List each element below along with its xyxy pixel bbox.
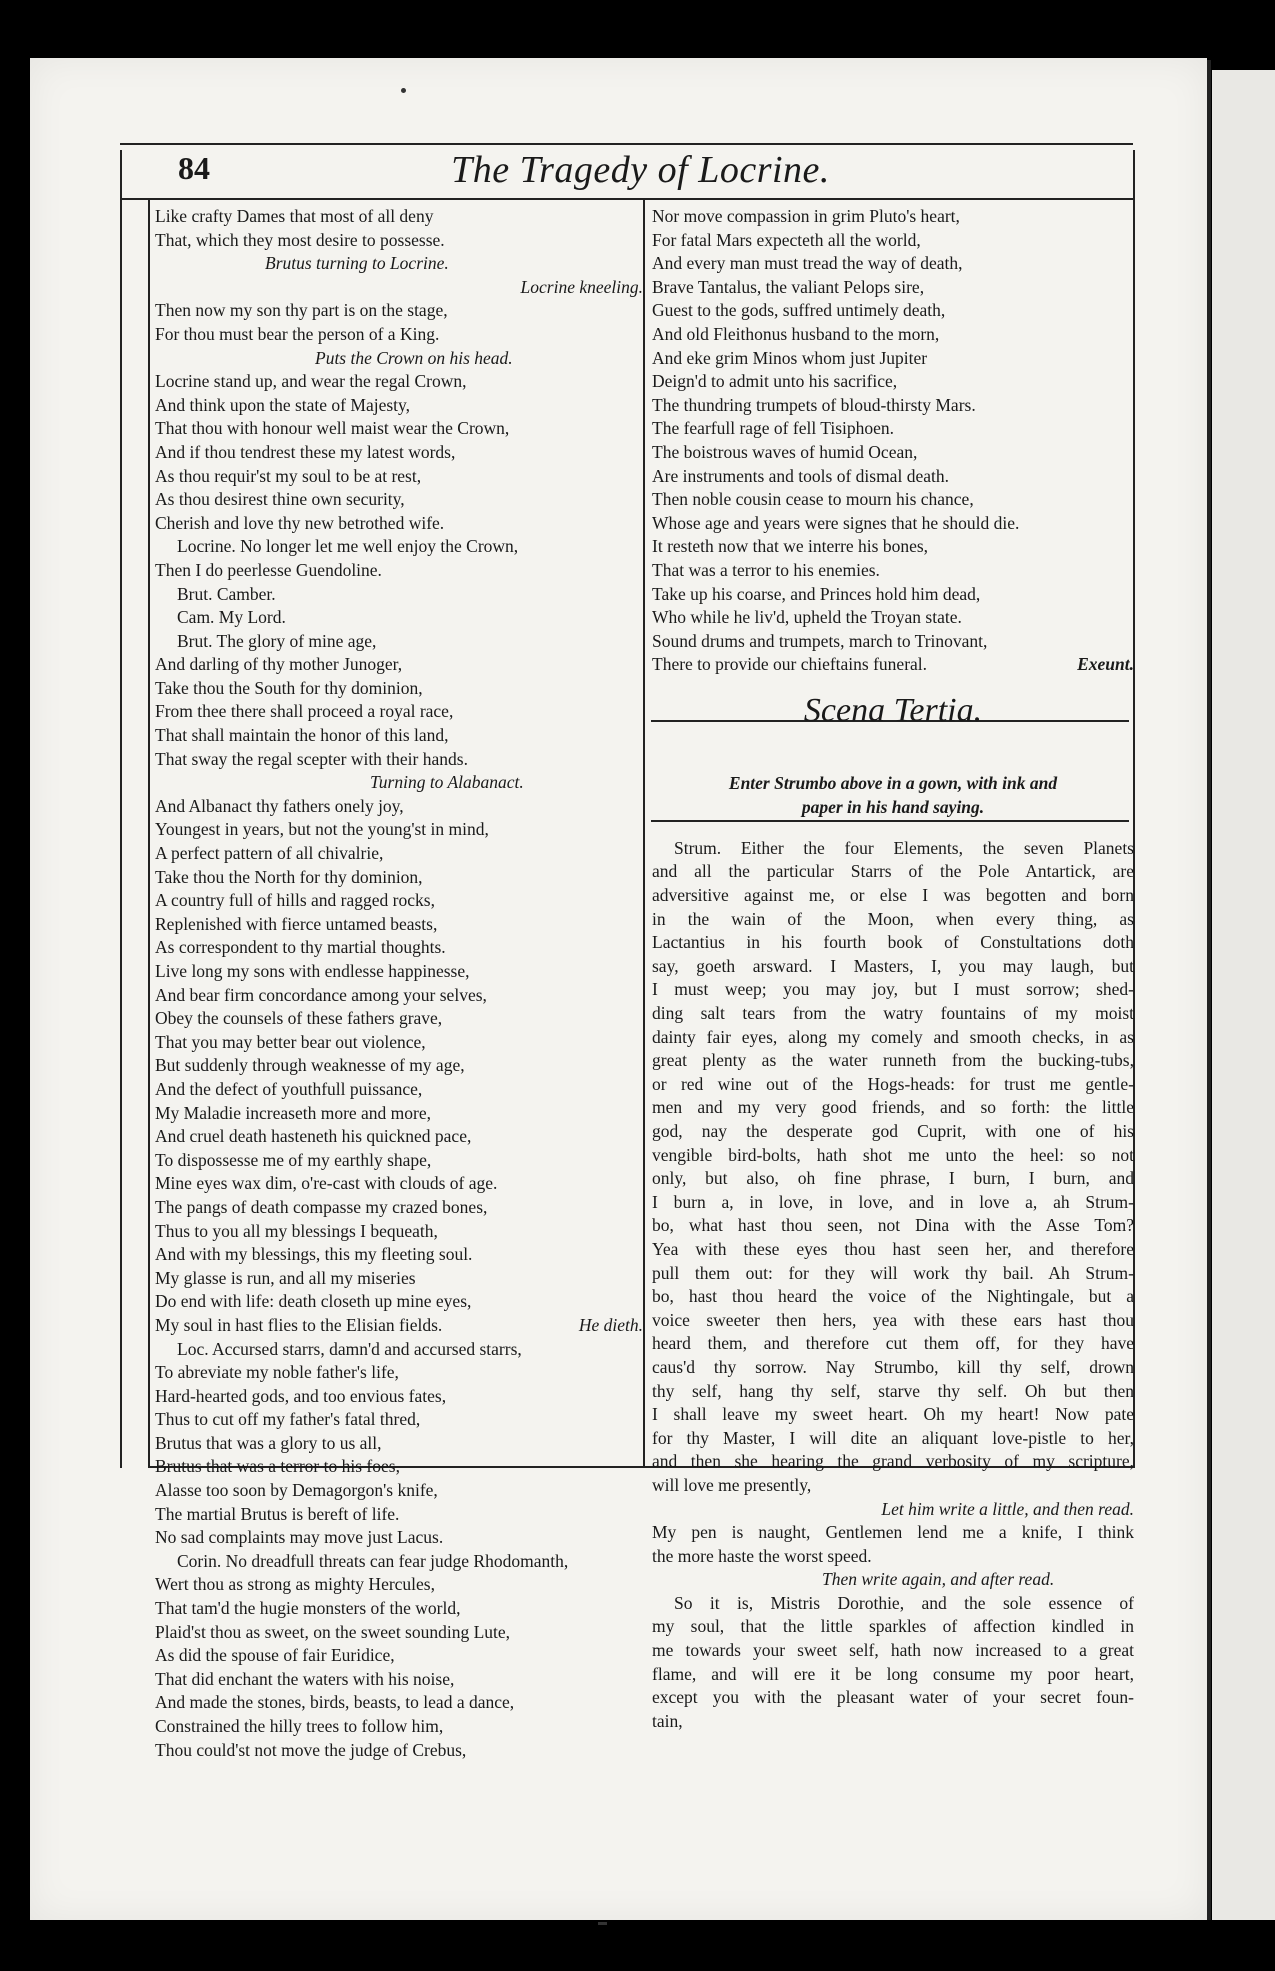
text-line: Do end with life: death closeth up mine eyes, [155,1291,472,1312]
page-header [148,150,1133,194]
text-line [652,653,1134,677]
text-line: For thou must bear the person of a King. [155,323,440,344]
text-line: And if thou tendrest these my latest words, [155,441,456,462]
text-line: flame, and will ere it be long consume my poor heart, [652,1663,1134,1684]
stage-direction: Locrine kneeling. [520,276,643,297]
text-line: tain, [652,1710,683,1731]
text-line: As thou desirest thine own security, [155,489,405,510]
text-line: As correspondent to thy martial thoughts. [155,937,446,958]
text-line: Who while he liv'd, upheld the Troyan state. [652,607,962,628]
text-line: And with my blessings, this my fleeting soul. [155,1244,473,1265]
column-divider [643,198,645,1468]
line-text: My soul in hast flies to the Elisian fields. [155,1314,443,1335]
text-line: great plenty as the water runneth from the bucking-tubs, [652,1050,1134,1071]
text-line: dainty fair eyes, along my comely and smooth checks, in as [652,1026,1134,1047]
text-line: Sound drums and trumpets, march to Trinovant, [652,630,988,651]
facing-page-edge [1212,70,1275,1920]
text-line: To abreviate my noble father's life, [155,1362,399,1383]
enter-direction-line: Enter Strumbo above in a gown, with ink and [728,772,1058,793]
text-line: Deign'd to admit unto his sacrifice, [652,371,898,392]
text-line: say, goeth arsward. I Masters, I, you may laugh, but [652,955,1134,976]
text-line: Take thou the North for thy dominion, [155,866,423,887]
text-line: and then she hearing the grand verbosity of my scripture, [652,1451,1134,1472]
text-line: Live long my sons with endlesse happinesse, [155,961,470,981]
text-line: Cam. My Lord. [177,607,286,628]
text-line: Yea with these eyes thou hast seen her, and therefore [652,1238,1134,1259]
text-line: That, which they most desire to possesse. [155,229,445,250]
stage-direction: Turning to Alabanact. [370,772,524,793]
exit-direction: Exeunt. [1077,654,1134,675]
text-line: I must weep; you may joy, but I must sorrow; shed- [652,979,1134,1000]
text-line: Plaid'st thou as sweet, on the sweet sounding Lute, [155,1621,511,1642]
text-line: Wert thou as strong as mighty Hercules, [155,1574,435,1595]
text-line: Locrine. No longer let me well enjoy the Crown, [177,536,519,557]
text-line: Then now my son thy part is on the stage, [155,300,448,321]
text-line: Guest to the gods, suffred untimely death, [652,300,946,321]
page-gutter [1207,60,1211,1920]
page-speck [401,88,406,93]
text-line: Then I do peerlesse Guendoline. [155,559,382,580]
enter-direction-line: paper in his hand saying. [801,796,985,817]
text-line: god, nay the desperate god Cuprit, with one of his [652,1121,1134,1141]
scene-title: Scena Tertia. [803,691,983,729]
text-line: And cruel death hasteneth his quickned pace, [155,1126,472,1147]
text-line: Obey the counsels of these fathers grave, [155,1008,443,1029]
text-line: Brave Tantalus, the valiant Pelops sire, [652,276,925,297]
text-line: Thou could'st not move the judge of Crebus, [155,1739,467,1760]
text-line: Take thou the South for thy dominion, [155,677,423,698]
text-line: Like crafty Dames that most of all deny [155,206,434,226]
text-line: The pangs of death compasse my crazed bones, [155,1196,488,1217]
text-line: or red wine out of the Hogs-heads: for trust me gentle- [652,1073,1134,1094]
text-line: And the defect of youthfull puissance, [155,1078,423,1099]
stage-direction: Then write again, and after read. [822,1569,1055,1590]
text-line: the more haste the worst speed. [652,1545,872,1566]
text-line: caus'd thy sorrow. Nay Strumbo, kill thy self, drown [652,1356,1134,1377]
text-line: As thou requir'st my soul to be at rest, [155,465,422,486]
enter-direction [652,771,1134,819]
text-line: will love me presently, [652,1474,812,1495]
text-line: Corin. No dreadfull threats can fear judge Rhodomanth, [177,1550,569,1571]
text-line: It resteth now that we interre his bones, [652,536,929,557]
text-line: Strum. Either the four Elements, the seven Planets [674,837,1134,858]
text-line: Replenished with fierce untamed beasts, [155,913,438,934]
text-line: I burn a, in love, in love, and in love a, ah Strum- [652,1191,1134,1212]
text-line: And old Fleithonus husband to the morn, [652,323,940,344]
text-line: in the wain of the Moon, when every thing, as [652,908,1134,929]
text-line: I shall leave my sweet heart. Oh my heart! Now pate [652,1404,1134,1425]
text-line: From thee there shall proceed a royal race, [155,701,454,722]
text-line: ding salt tears from the watry fountains of my moist [652,1003,1134,1024]
text-line: adversitive against me, or else I was begotten and born [652,885,1134,906]
running-title: The Tragedy of Locrine. [451,149,830,191]
right-verse [652,205,1134,677]
text-line: my soul, that the little sparkles of affection kindled in [652,1616,1134,1637]
text-line: That sway the regal scepter with their hands. [155,748,468,769]
text-line: Hard-hearted gods, and too envious fates, [155,1385,447,1406]
text-line: Whose age and years were signes that he should die. [652,512,1020,533]
text-line: Lactantius in his fourth book of Constultations doth [652,932,1134,953]
text-line: Brut. The glory of mine age, [177,630,377,651]
text-line: And eke grim Minos whom just Jupiter [652,347,928,368]
text-line: Alasse too soon by Demagorgon's knife, [155,1480,438,1501]
text-line: Mine eyes wax dim, o're-cast with clouds of age. [155,1173,498,1194]
header-rule-top [120,143,1133,145]
text-line: That shall maintain the honor of this land, [155,725,449,746]
text-line: That you may better bear out violence, [155,1031,426,1052]
text-line: A perfect pattern of all chivalrie, [155,843,384,864]
stage-direction: Let him write a little, and then read. [881,1498,1134,1519]
text-line: For fatal Mars expecteth all the world, [652,229,921,250]
text-line: pull them out: for they will work thy bail. Ah Strum- [652,1262,1134,1283]
text-line: thy self, hang thy self, starve thy self. Oh but then [652,1380,1134,1401]
text-line: Brut. Camber. [177,583,276,604]
text-line: bo, what hast thou seen, not Dina with the Asse Tom? [652,1215,1134,1236]
text-line: bo, hast thou heard the voice of the Nightingale, but a [652,1286,1134,1307]
text-line: Youngest in years, but not the young'st in mind, [155,819,489,840]
text-line: Then noble cousin cease to mourn his chance, [652,489,974,510]
text-line: The fearfull rage of fell Tisiphoen. [652,418,895,439]
text-line: Constrained the hilly trees to follow him, [155,1716,444,1736]
text-line: A country full of hills and ragged rocks, [155,890,435,911]
right-column [652,205,1134,1733]
text-line: And made the stones, birds, beasts, to lead a dance, [155,1692,515,1713]
text-line: vengible bird-bolts, hath shot me unto the heel: so not [652,1144,1134,1165]
text-line: And think upon the state of Majesty, [155,394,411,415]
right-prose [652,837,1134,1734]
text-line: My Maladie increaseth more and more, [155,1102,432,1123]
text-line: And bear firm concordance among your selves, [155,984,487,1005]
text-line: Take up his coarse, and Princes hold him dead, [652,583,981,604]
text-line: And every man must tread the way of death, [652,253,963,274]
header-rule-bottom [120,198,1133,200]
text-line: And darling of thy mother Junoger, [155,654,403,675]
text-line: The boistrous waves of humid Ocean, [652,441,918,462]
left-border-rule [120,150,122,1468]
text-line: for thy Master, I will dite an aliquant love-pistle to her, [652,1427,1134,1448]
text-line: and all the particular Starrs of the Pole Antartick, are [652,861,1134,882]
text-line: Cherish and love thy new betrothed wife. [155,512,445,533]
text-line: That was a terror to his enemies. [652,559,880,580]
text-line: Thus to cut off my father's fatal thred, [155,1409,421,1430]
text-line [155,1314,643,1338]
text-line: That thou with honour well maist wear the Crown, [155,418,510,439]
text-line: As did the spouse of fair Euridice, [155,1645,395,1666]
stage-direction: He dieth. [578,1314,643,1335]
text-line: Are instruments and tools of dismal death. [652,465,949,486]
text-line: That tam'd the hugie monsters of the world, [155,1598,461,1619]
page-speck [598,1922,607,1925]
text-line: That did enchant the waters with his noise, [155,1668,455,1689]
text-line: But suddenly through weaknesse of my age, [155,1055,465,1076]
text-line: To dispossesse me of my earthly shape, [155,1149,432,1170]
text-line: My glasse is run, and all my miseries [155,1267,416,1288]
page-number: 84 [178,150,210,186]
stage-direction: Brutus turning to Locrine. [265,253,449,274]
text-line: me towards your sweet self, hath now increased to a great [652,1640,1134,1661]
text-line: Brutus that was a terror to his foes, [155,1456,400,1477]
text-line: voice sweeter then hers, yea with these ears hast thou [652,1309,1134,1330]
text-line: only, but also, oh fine phrase, I burn, I burn, and [652,1168,1134,1189]
text-line: Brutus that was a glory to us all, [155,1432,382,1453]
left-column [155,205,643,1762]
text-line: Locrine stand up, and wear the regal Crown, [155,371,467,392]
text-line: except you with the pleasant water of your secret foun- [652,1687,1134,1708]
stage-direction: Puts the Crown on his head. [315,347,513,368]
text-line: Nor move compassion in grim Pluto's heart, [652,206,960,226]
text-line: The thundring trumpets of bloud-thirsty Mars. [652,394,976,415]
text-line: So it is, Mistris Dorothie, and the sole essence of [674,1592,1134,1613]
text-line: Loc. Accursed starrs, damn'd and accursed starrs, [177,1338,522,1359]
text-line: Thus to you all my blessings I bequeath, [155,1220,438,1241]
text-line: And Albanact thy fathers onely joy, [155,795,404,816]
text-line: The martial Brutus is bereft of life. [155,1503,400,1524]
text-line: heard them, and therefore cut them off, for they have [652,1333,1134,1354]
left-inner-rule [148,198,150,1468]
text-line: My pen is naught, Gentlemen lend me a knife, I think [652,1522,1134,1543]
text-line: No sad complaints may move just Lacus. [155,1527,444,1548]
line-text: There to provide our chieftains funeral. [652,654,928,675]
text-line: men and my very good friends, and so forth: the little [652,1097,1134,1118]
